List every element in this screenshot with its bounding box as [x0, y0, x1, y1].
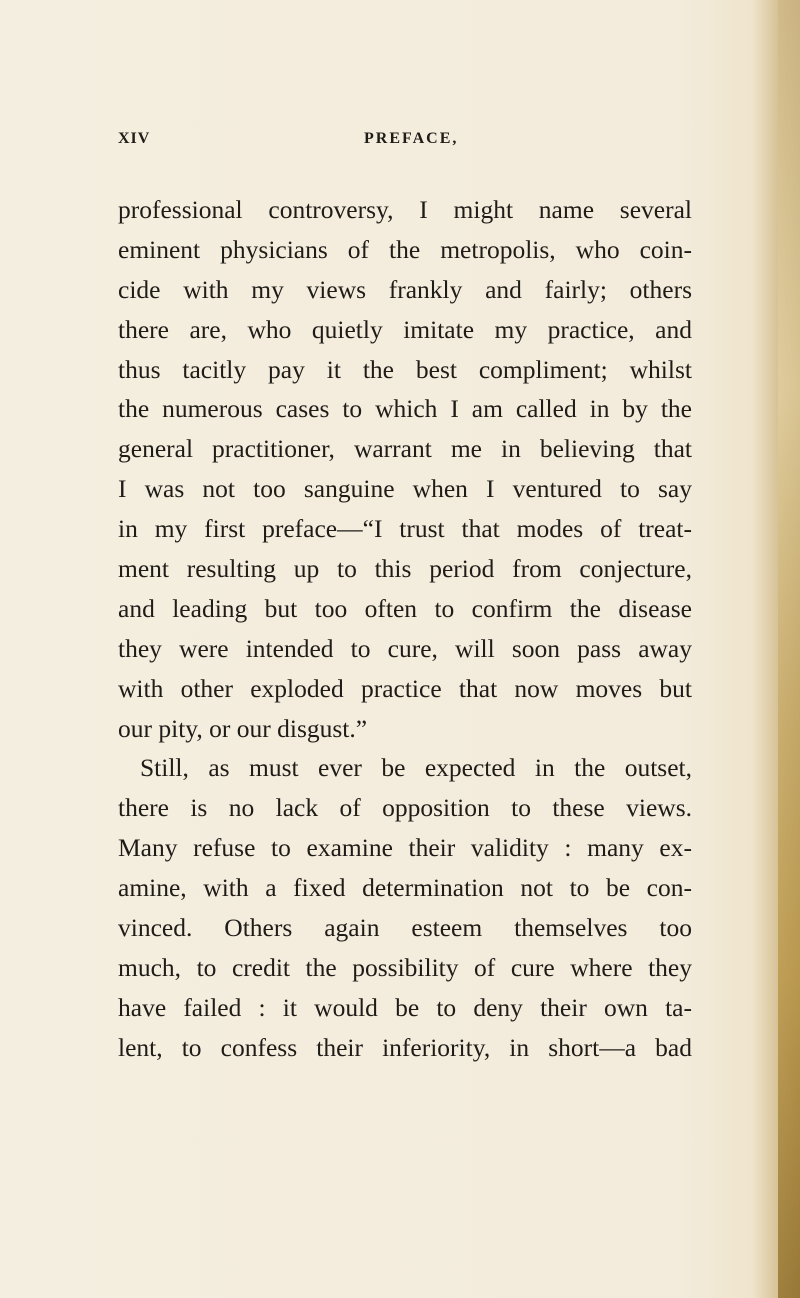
text-line: cide with my views frankly and fairly; others: [118, 274, 692, 304]
page-header: [118, 130, 678, 160]
page-edge-shadow: [778, 0, 800, 1298]
body-text: [118, 190, 692, 1068]
text-line: our pity, or our disgust.”: [118, 713, 368, 743]
text-line: Still, as must ever be expected in the outset,: [140, 753, 692, 783]
text-line: professional controversy, I might name several: [118, 195, 692, 224]
text-line: Many refuse to examine their validity : many ex-: [118, 833, 692, 863]
text-line: amine, with a fixed determination not to be con-: [118, 873, 692, 903]
page-number: XIV: [118, 130, 151, 147]
text-line: general practitioner, warrant me in believing that: [118, 434, 692, 464]
text-line: I was not too sanguine when I ventured to say: [118, 474, 692, 504]
text-line: thus tacitly pay it the best compliment; whilst: [118, 354, 692, 384]
text-line: and leading but too often to confirm the disease: [118, 593, 692, 623]
text-line: there is no lack of opposition to these views.: [118, 793, 692, 823]
text-line: lent, to confess their inferiority, in short—a bad: [118, 1032, 692, 1062]
text-line: have failed : it would be to deny their own ta-: [118, 992, 692, 1022]
text-line: vinced. Others again esteem themselves too: [118, 913, 692, 943]
running-head: PREFACE,: [364, 130, 459, 147]
text-line: ment resulting up to this period from conjecture,: [118, 554, 692, 584]
text-line: eminent physicians of the metropolis, who coin-: [118, 234, 692, 264]
text-line: the numerous cases to which I am called in by the: [118, 394, 692, 424]
text-line: they were intended to cure, will soon pass away: [118, 633, 692, 663]
text-line: in my first preface—“I trust that modes of treat-: [118, 514, 692, 544]
text-line: with other exploded practice that now moves but: [118, 673, 692, 703]
text-line: there are, who quietly imitate my practice, and: [118, 314, 692, 344]
text-line: much, to credit the possibility of cure where they: [118, 952, 692, 982]
